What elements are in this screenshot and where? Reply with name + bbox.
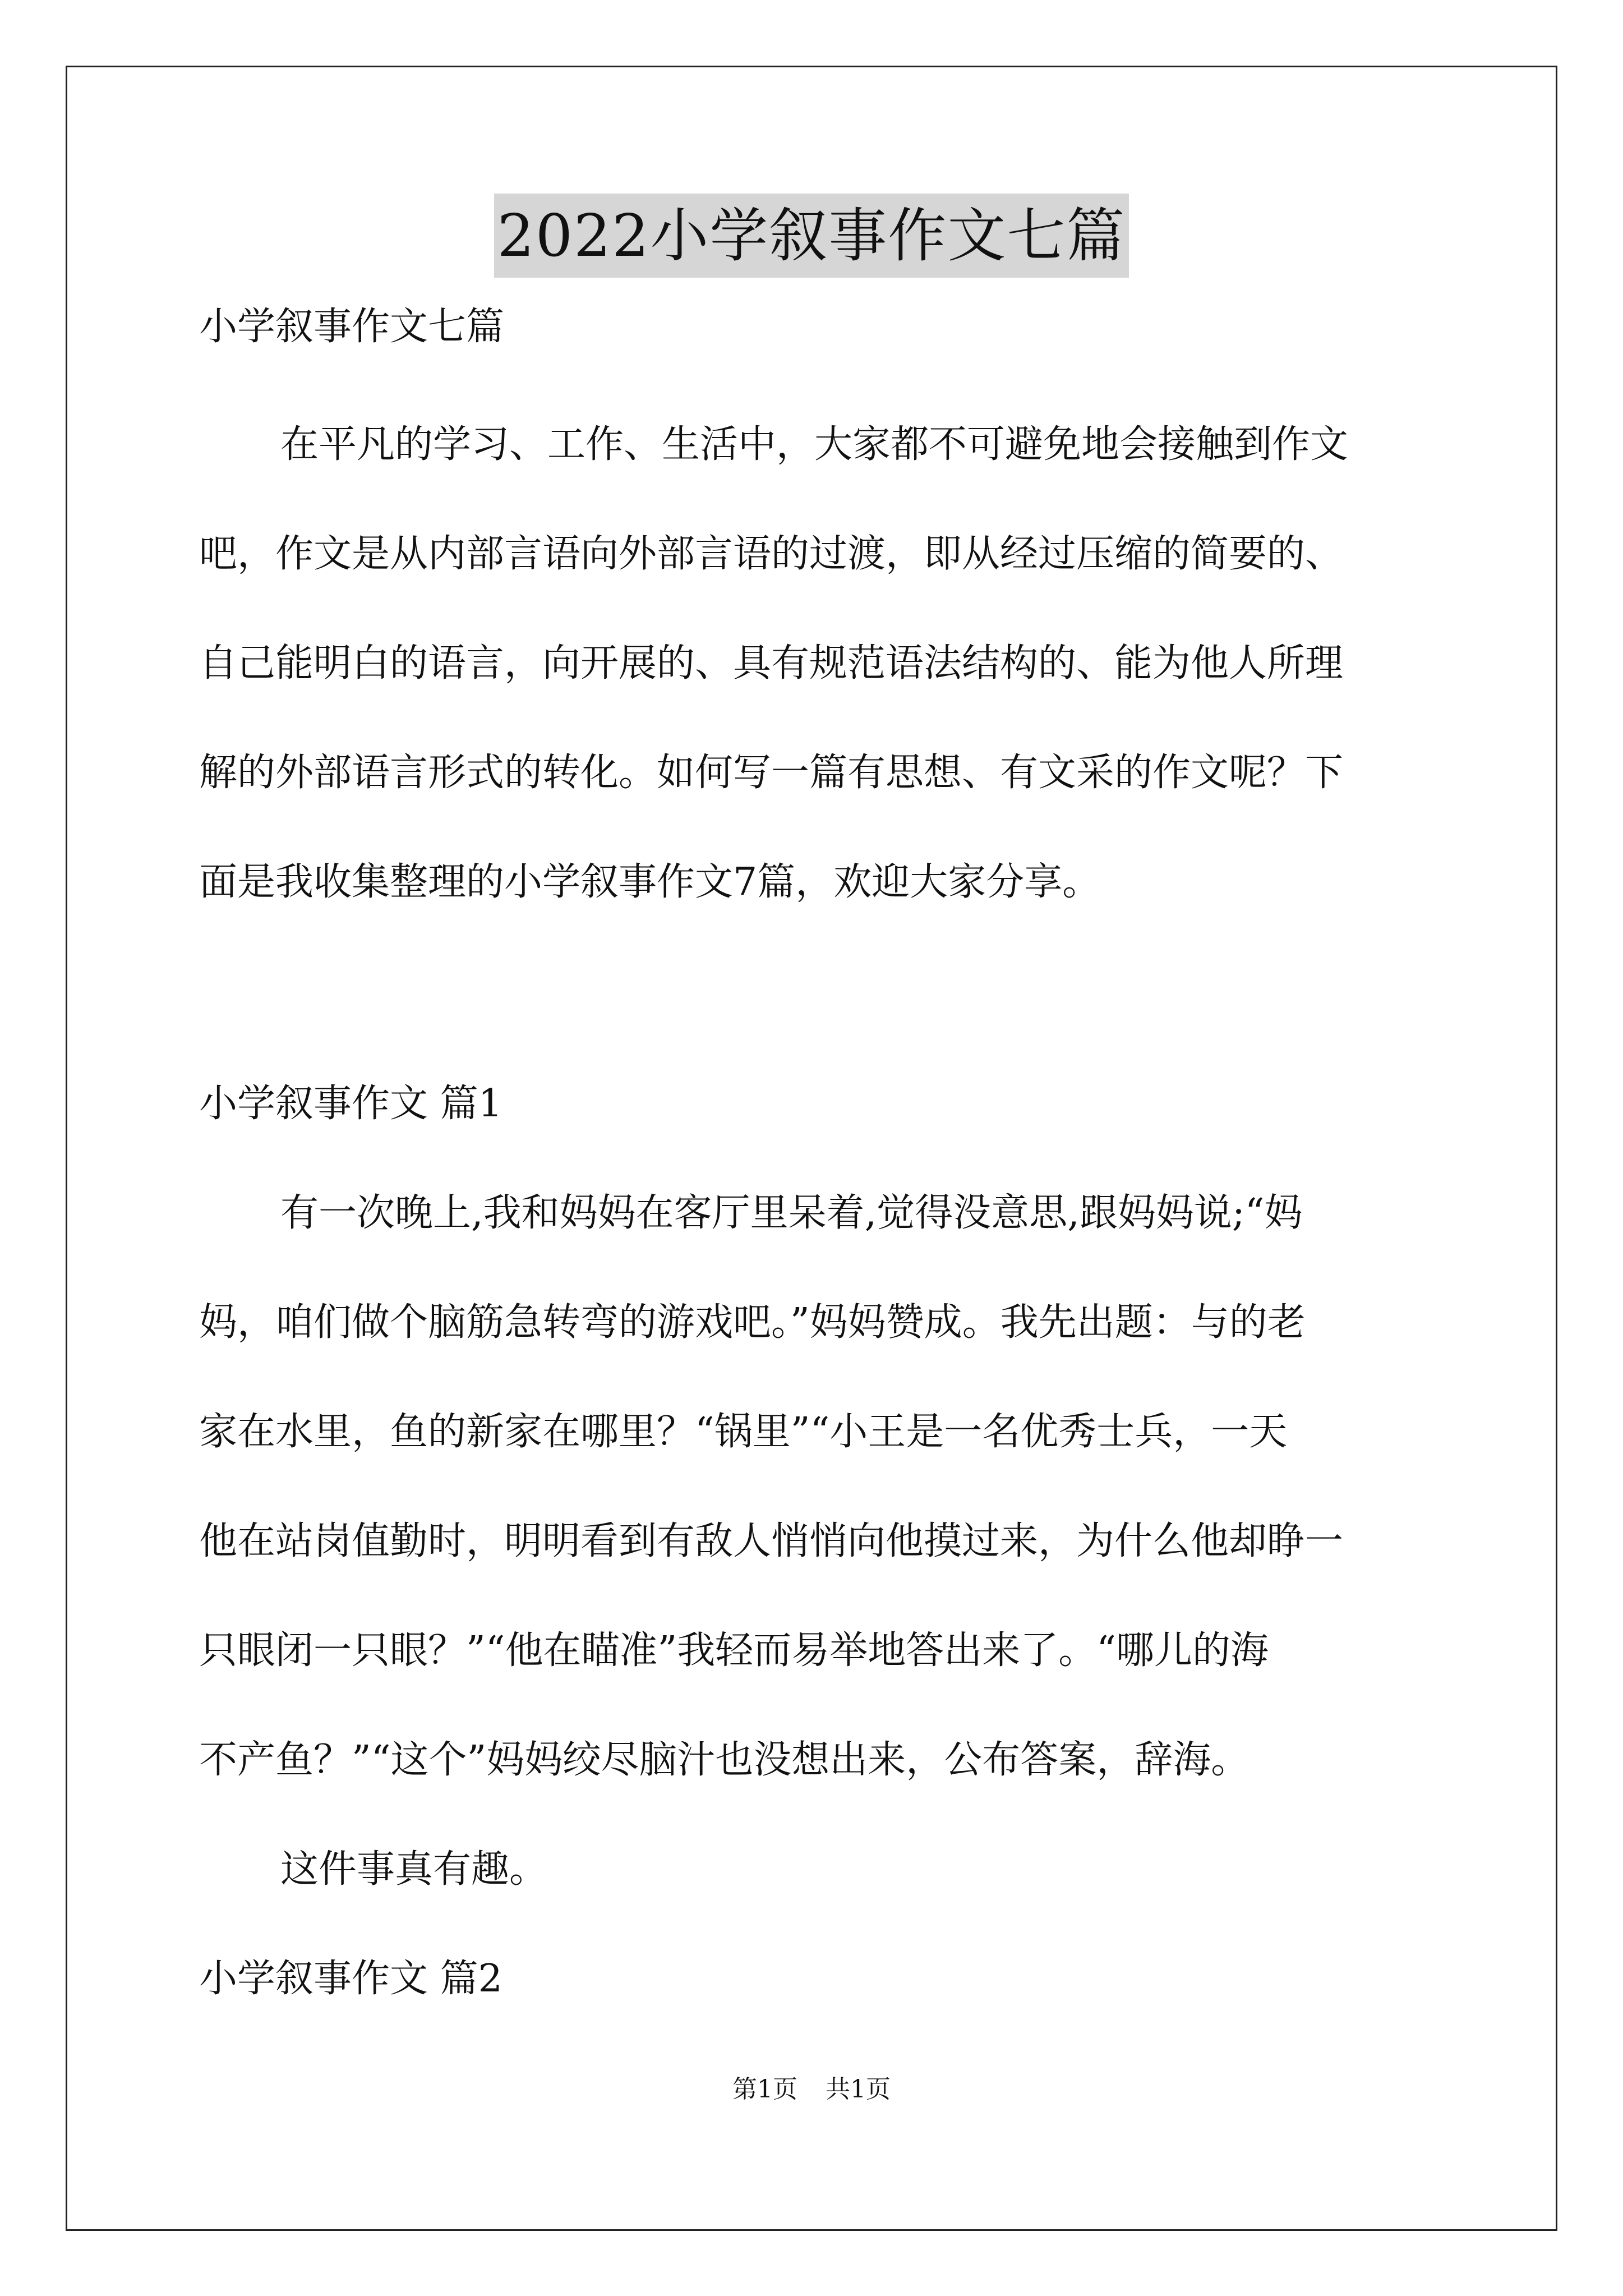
section-1-line-3: 家在水里，鱼的新家在哪里？“锅里”“小王是一名优秀士兵，一天 bbox=[199, 1410, 1288, 1454]
section-2-heading: 小学叙事作文 篇2 bbox=[199, 1957, 502, 2001]
document-subtitle: 小学叙事作文七篇 bbox=[199, 305, 505, 349]
section-1-line-1: 有一次晚上,我和妈妈在客厅里呆着,觉得没意思,跟妈妈说;“妈 bbox=[280, 1191, 1303, 1235]
section-1-line-4: 他在站岗值勤时，明明看到有敌人悄悄向他摸过来，为什么他却睁一 bbox=[199, 1519, 1344, 1563]
section-1-closing: 这件事真有趣。 bbox=[280, 1847, 548, 1892]
intro-line-3: 自己能明白的语言，向开展的、具有规范语法结构的、能为他人所理 bbox=[199, 641, 1344, 685]
intro-line-5: 面是我收集整理的小学叙事作文7篇，欢迎大家分享。 bbox=[199, 860, 1101, 904]
section-1-line-5: 只眼闭一只眼？”“他在瞄准”我轻而易举地答出来了。“哪儿的海 bbox=[199, 1628, 1269, 1673]
section-1-heading: 小学叙事作文 篇1 bbox=[199, 1082, 502, 1126]
section-1-line-2: 妈，咱们做个脑筋急转弯的游戏吧。”妈妈赞成。我先出题：与的老 bbox=[199, 1300, 1306, 1345]
title-container bbox=[0, 194, 1623, 278]
intro-line-4: 解的外部语言形式的转化。如何写一篇有思想、有文采的作文呢？下 bbox=[199, 751, 1344, 795]
page-border bbox=[66, 66, 1557, 2231]
document-title: 2022小学叙事作文七篇 bbox=[494, 194, 1129, 278]
intro-line-1: 在平凡的学习、工作、生活中，大家都不可避免地会接触到作文 bbox=[280, 422, 1349, 467]
page-total: 共1页 bbox=[826, 2075, 891, 2104]
section-1-line-6: 不产鱼？”“这个”妈妈绞尽脑汁也没想出来，公布答案，辞海。 bbox=[199, 1738, 1249, 1782]
page-number: 第1页 bbox=[732, 2075, 797, 2104]
intro-line-2: 吧，作文是从内部言语向外部言语的过渡，即从经过压缩的简要的、 bbox=[199, 532, 1344, 576]
page-footer bbox=[0, 2073, 1623, 2106]
